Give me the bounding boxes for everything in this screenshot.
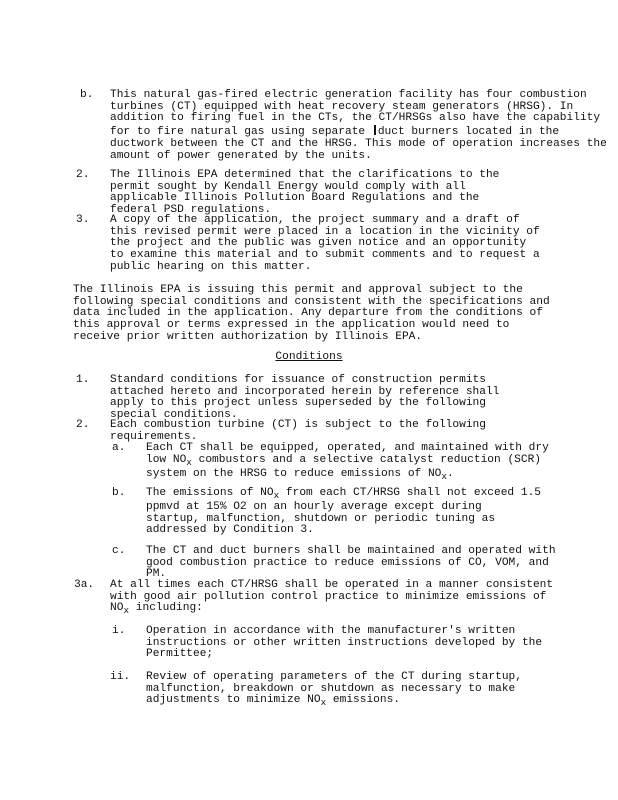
condition-3a-text-cont: including: xyxy=(129,602,203,615)
subitem-label-2c: c. xyxy=(112,545,126,557)
nox-subscript: x xyxy=(320,697,327,709)
condition-2a-text-end: . xyxy=(447,467,454,480)
condition-2b-text: The emissions of NO xyxy=(146,487,274,499)
item-label-b: b. xyxy=(80,89,94,101)
condition-2b xyxy=(146,487,548,537)
nox-subscript: x xyxy=(123,605,130,617)
paragraph-b xyxy=(110,90,615,162)
subitem-label-3a-i: i. xyxy=(112,625,126,637)
condition-2a-text-cont: combustors and a selective catalyst reduction (SCR) system on the HRSG to reduce emissions of NO xyxy=(146,453,548,480)
condition-3a-ii xyxy=(146,671,529,709)
condition-label-2: 2. xyxy=(76,419,90,431)
paragraph-b-text-cont: duct burners located in the ductwork between the CT and the HRSG. This mode of operation increases the amount of power generated by the units. xyxy=(110,126,614,162)
condition-2a-text: Each CT shall be equipped, operated, and maintained with dry low NO xyxy=(146,442,556,466)
condition-3a-text: At all times each CT/HRSG shall be operated in a manner consistent with good air pollution control practice to minimize emissions of NO xyxy=(110,579,560,615)
item-label-3: 3. xyxy=(76,214,90,226)
condition-1: Standard conditions for issuance of construction permits attached hereto and incorporated herein by reference shall apply to this project unless superseded by the following special conditions. xyxy=(110,374,507,422)
condition-2: Each combustion turbine (CT) is subject to the following requirements. xyxy=(110,419,493,443)
revision-bar-mark xyxy=(374,125,376,135)
condition-3a-ii-text-cont: emissions. xyxy=(326,694,401,707)
conditions-heading: Conditions xyxy=(275,351,343,363)
subitem-label-2b: b. xyxy=(112,487,126,499)
condition-label-3a: 3a. xyxy=(74,579,95,591)
nox-subscript: x xyxy=(273,490,280,502)
intro-paragraph: The Illinois EPA is issuing this permit and approval subject to the following special conditions and consistent with the specifications and data included in the application. Any departure from the conditions of this approval or terms expressed in the application would need to receive prior written authorization by Illinois EPA. xyxy=(73,284,557,343)
condition-2c: The CT and duct burners shall be maintained and operated with good combustion practice to reduce emissions of CO, VOM, and PM. xyxy=(146,545,563,581)
nox-subscript: x xyxy=(441,470,448,482)
paragraph-3: A copy of the application, the project summary and a draft of this revised permit were placed in a location in the vicinity of the project and the public was given notice and an opportunity to examine this material and to submit comments and to request a public hearing on this matter. xyxy=(110,214,547,273)
condition-2b-text-cont: from each CT/HRSG shall not exceed 1.5 ppmvd at 15% O2 on an hourly average except during startup, malfunction, shutdown or periodic tuning as addressed by Condition 3. xyxy=(146,487,548,537)
condition-label-1: 1. xyxy=(76,374,90,386)
paragraph-2: The Illinois EPA determined that the clarifications to the permit sought by Kendall Energy would comply with all applicable Illinois Pollution Board Regulations and the federal PSD regulations. xyxy=(110,169,507,217)
subitem-label-3a-ii: ii. xyxy=(110,671,131,683)
condition-3a xyxy=(110,580,565,617)
paragraph-b-text: This natural gas-fired electric generation facility has four combustion turbines (CT) equipped with heat recovery steam generators (HRSG). In addition to firing fuel in the CTs, the CT/HRSGs also have the capability for to fire natural gas using separate xyxy=(110,89,607,139)
condition-3a-i: Operation in accordance with the manufacturer's written instructions or other written instructions developed by the Permittee; xyxy=(146,625,549,661)
nox-subscript: x xyxy=(186,456,192,468)
condition-2a xyxy=(146,443,556,483)
subitem-label-2a: a. xyxy=(112,442,126,454)
condition-3a-ii-text: Review of operating parameters of the CT during startup, malfunction, breakdown or shutdown as necessary to make adjustments to minimize NO xyxy=(146,671,529,707)
item-label-2: 2. xyxy=(76,169,90,181)
